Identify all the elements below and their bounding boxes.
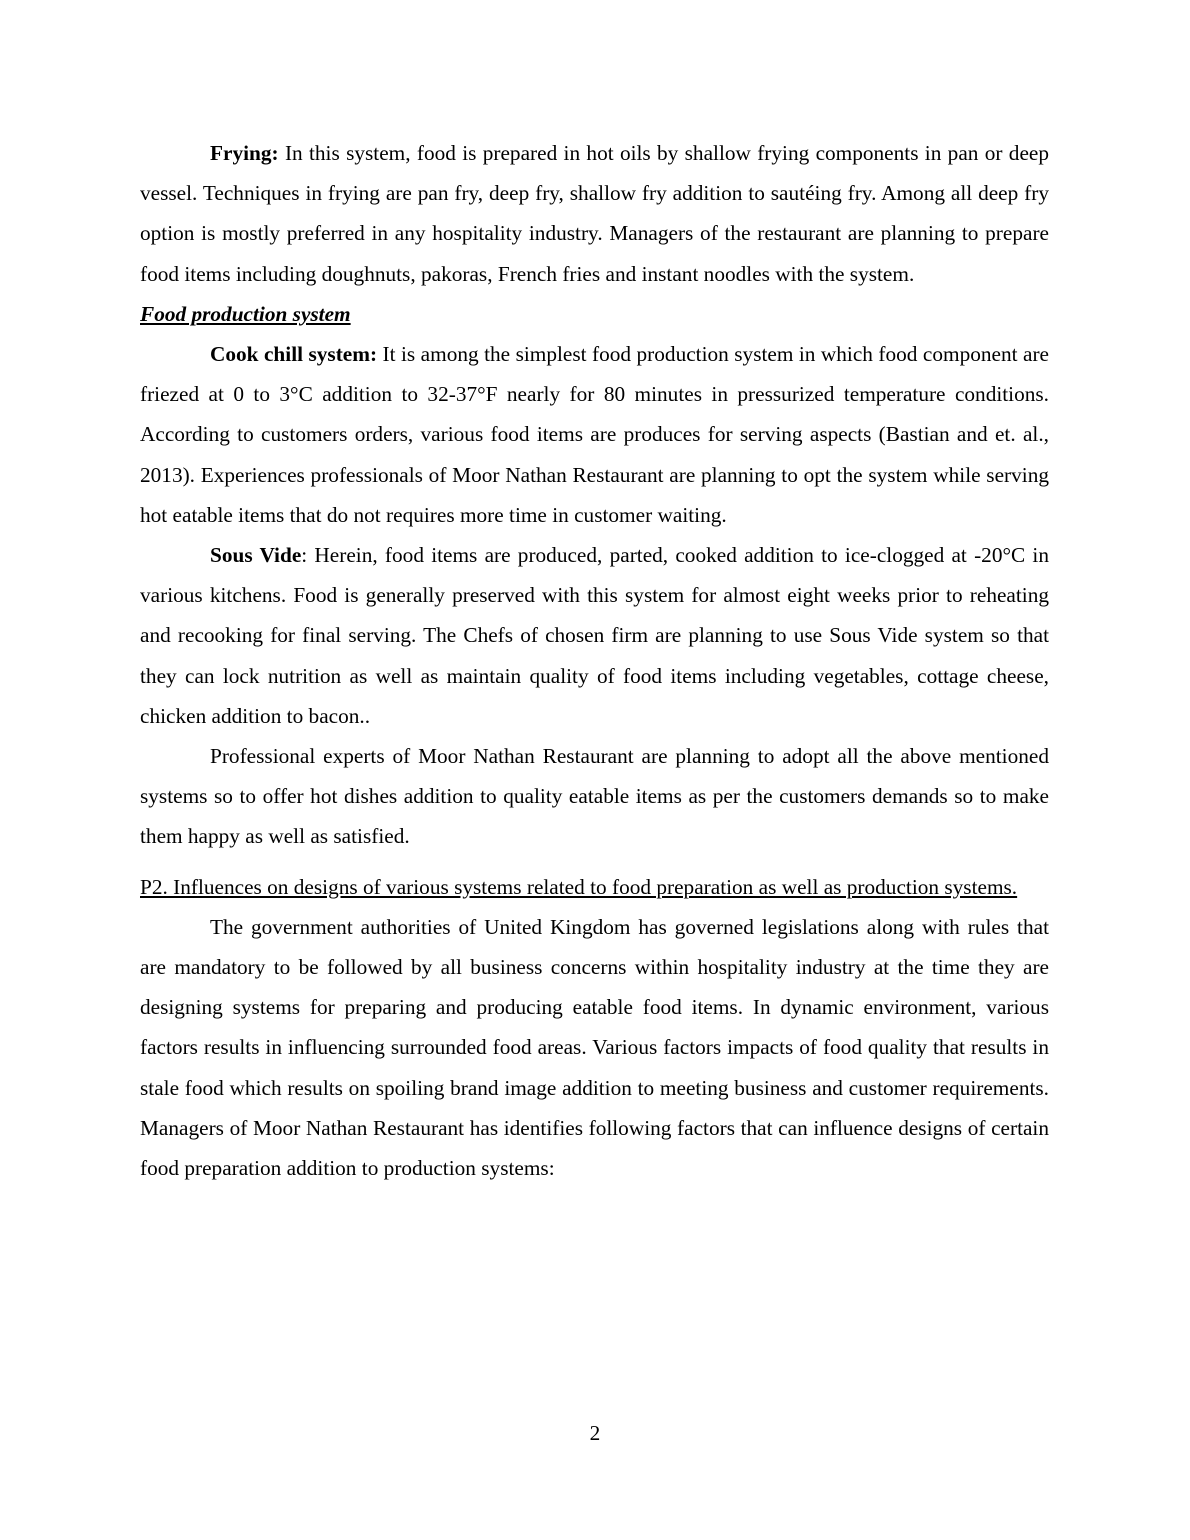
cook-chill-lead: Cook chill system: (210, 342, 378, 367)
food-production-heading: Food production system (140, 301, 351, 326)
frying-paragraph (140, 133, 1049, 294)
sous-vide-paragraph (140, 535, 1049, 736)
government-paragraph: The government authorities of United Kingdom has governed legislations along with rules that are mandatory to be followed by all business concerns within hospitality industry at the time they are designing systems for preparing and producing eatable food items. In dynamic environment, various factors results in influencing surrounded food areas. Various factors impacts of food quality that results in stale food which results on spoiling brand image addition to meeting business and customer requirements. Managers of Moor Nathan Restaurant has identifies following factors that can influence designs of certain food preparation addition to production systems: (140, 914, 1049, 1181)
cook-chill-paragraph (140, 334, 1049, 535)
cook-chill-text: It is among the simplest food production system in which food component are friezed at 0 to 3°C addition to 32-37°F nearly for 80 minutes in pressurized temperature conditions. According to customers orders, various food items are produces for serving aspects (Bastian and et. al., 2013). Experiences professionals of Moor Nathan Restaurant are planning to opt the system while serving hot eatable items that do not requires more time in customer waiting. (140, 342, 1049, 527)
sous-vide-lead: Sous Vide (210, 543, 302, 568)
frying-text: In this system, food is prepared in hot oils by shallow frying components in pan or deep vessel. Techniques in frying are pan fry, deep fry, shallow fry addition to sautéing fry. Among all deep fry option is mostly preferred in any hospitality industry. Managers of the restaurant are planning to prepare food items including doughnuts, pakoras, French fries and instant noodles with the system. (140, 141, 1049, 286)
p2-section-heading: P2. Influences on designs of various systems related to food preparation as well as production systems. (140, 874, 1018, 899)
sous-vide-text: : Herein, food items are produced, parted, cooked addition to ice-clogged at -20°C in various kitchens. Food is generally preserved with this system for almost eight weeks prior to reheating and recooking for final serving. The Chefs of chosen firm are planning to use Sous Vide system so that they can lock nutrition as well as maintain quality of food items including vegetables, cottage cheese, chicken addition to bacon.. (140, 543, 1049, 728)
frying-lead: Frying: (210, 141, 279, 165)
professional-experts-paragraph: Professional experts of Moor Nathan Restaurant are planning to adopt all the above mentioned systems so to offer hot dishes addition to quality eatable items as per the customers demands so to make them happy as well as satisfied. (140, 744, 1049, 849)
page-number: 2 (589, 1421, 601, 1445)
document-body (140, 133, 1049, 1188)
